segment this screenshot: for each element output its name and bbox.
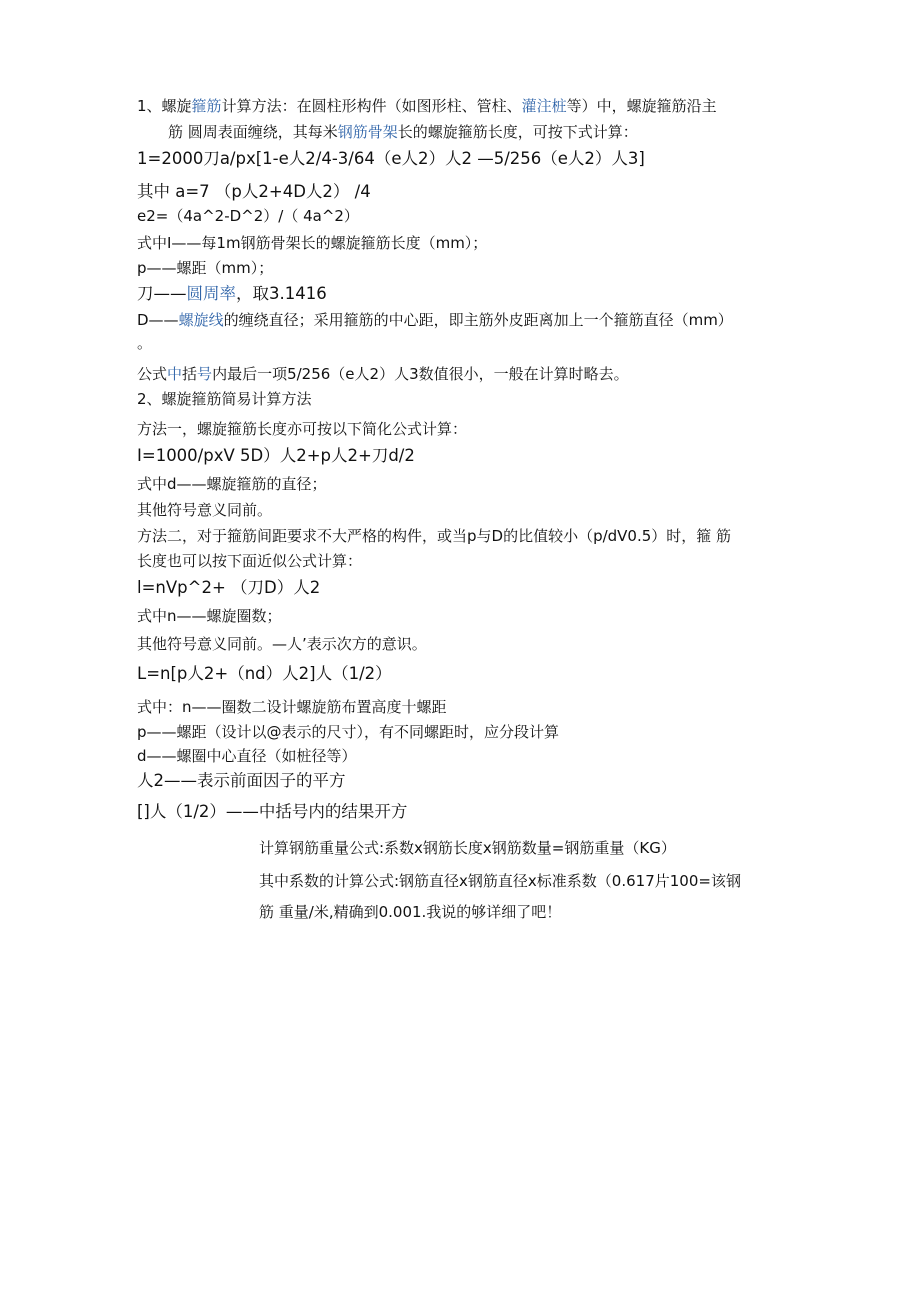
text-line [137, 606, 282, 626]
text-span: 括 [182, 365, 198, 383]
text-line [137, 284, 327, 304]
text-span: 2、螺旋箍筋简易计算方法 [137, 390, 312, 408]
text-span: 计算方法：在圆柱形构件（如图形柱、管柱、 [221, 97, 522, 115]
section-heading [137, 389, 312, 409]
text-span: 刀—— [137, 284, 187, 303]
text-span: 内最后一项5/256（e人2）人3数值很小，一般在计算时略去。 [212, 365, 629, 383]
text-span: 1=2000刀a/px[1-e人2/4-3/64（e人2）人2 —5/256（e人2）人3] [137, 149, 645, 168]
link-term[interactable]: 号 [197, 365, 213, 383]
formula-line [137, 182, 371, 202]
text-span: 筋 重量/米,精确到0.001.我说的够详细了吧！ [259, 903, 562, 921]
text-line [137, 551, 362, 571]
text-line [137, 96, 717, 116]
text-line [259, 871, 741, 891]
text-span: []人（1/2）——中括号内的结果开方 [137, 802, 408, 821]
text-line [137, 771, 346, 791]
text-span: 其他符号意义同前。—人’表示次方的意识。 [137, 635, 427, 653]
text-line [137, 802, 407, 822]
text-line [137, 722, 559, 742]
text-span: 其中 a=7 （p人2+4D人2） /4 [137, 182, 371, 201]
formula-line [137, 664, 392, 684]
text-span: 式中：n——圈数二设计螺旋筋布置高度十螺距 [137, 698, 447, 716]
text-line [137, 526, 731, 546]
text-line [137, 746, 357, 766]
text-span: 1、螺旋 [137, 97, 192, 115]
text-span: 筋 圆周表面缠绕，其每米 [168, 123, 338, 141]
text-span: 计算钢筋重量公式:系数x钢筋长度x钢筋数量=钢筋重量（KG） [259, 839, 676, 857]
text-span: ，取3.1416 [236, 284, 327, 303]
text-span: e2=（4a^2-D^2）/（ 4a^2） [137, 207, 359, 225]
text-span: l=nVp^2+ （刀D）人2 [137, 578, 321, 597]
link-term[interactable]: 钢筋骨架 [337, 123, 398, 141]
text-span: 式中I——每1m钢筋骨架长的螺旋箍筋长度（mm）； [137, 234, 488, 252]
link-term[interactable]: 螺旋线 [178, 311, 224, 329]
link-term[interactable]: 灌注桩 [521, 97, 567, 115]
text-span: D—— [137, 311, 179, 329]
text-line [137, 258, 273, 278]
text-line [137, 697, 447, 717]
text-line [259, 838, 676, 858]
text-span: 公式 [137, 365, 168, 383]
text-span: 长的螺旋箍筋长度，可按下式计算： [397, 123, 638, 141]
text-span: 等）中，螺旋箍筋沿主 [566, 97, 717, 115]
text-span: d——螺圈中心直径（如桩径等） [137, 747, 357, 765]
formula-line [137, 149, 645, 169]
link-term[interactable]: 箍筋 [191, 97, 222, 115]
text-span: 人2——表示前面因子的平方 [137, 771, 346, 790]
text-line [137, 233, 487, 253]
link-term[interactable]: 圆周率 [186, 284, 236, 303]
text-span: 式中d——螺旋箍筋的直径； [137, 475, 327, 493]
link-term[interactable]: 中 [167, 365, 183, 383]
text-line [137, 419, 467, 439]
text-span: 其他符号意义同前。 [137, 501, 273, 519]
text-span: 长度也可以按下面近似公式计算： [137, 552, 363, 570]
text-line [137, 333, 152, 353]
text-span: p——螺距（设计以@表示的尺寸），有不同螺距时，应分段计算 [137, 723, 560, 741]
text-line [259, 902, 561, 922]
text-line [137, 364, 629, 384]
text-span: 方法一，螺旋箍筋长度亦可按以下简化公式计算： [137, 420, 468, 438]
text-span: 式中n——螺旋圈数； [137, 607, 282, 625]
text-line [168, 122, 638, 142]
text-span: 其中系数的计算公式:钢筋直径x钢筋直径x标准系数（0.617片100=该钢 [259, 872, 741, 890]
text-span: p——螺距（mm）； [137, 259, 274, 277]
formula-line [137, 578, 320, 598]
text-line [137, 310, 733, 330]
text-span: L=n[p人2+（nd）人2]人（1/2） [137, 664, 392, 683]
text-span: 的缠绕直径；采用箍筋的中心距，即主筋外皮距离加上一个箍筋直径（mm） [223, 311, 733, 329]
text-span: I=1000/pxV 5D）人2+p人2+刀d/2 [137, 446, 415, 465]
formula-line [137, 446, 415, 466]
text-span: 。 [137, 334, 153, 352]
formula-line [137, 206, 359, 226]
text-line [137, 500, 272, 520]
text-line [137, 474, 327, 494]
text-span: 方法二，对于箍筋间距要求不大严格的构件，或当p与D的比值较小（p/dV0.5）时，箍 筋 [137, 527, 732, 545]
text-line [137, 634, 427, 654]
